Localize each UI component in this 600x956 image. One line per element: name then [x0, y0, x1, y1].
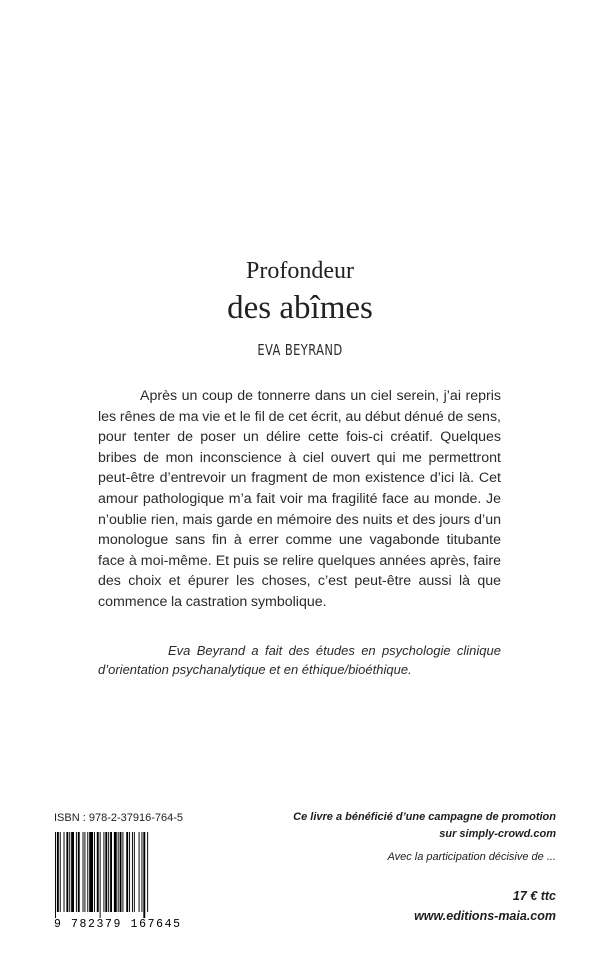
- book-title-line-1: Profondeur: [246, 258, 354, 284]
- participation-note: Avec la participation décisive de ...: [387, 851, 556, 863]
- barcode-bar: [66, 832, 68, 912]
- isbn-label: ISBN : 978-2-37916-764-5: [54, 812, 184, 824]
- barcode-bar: [108, 832, 109, 912]
- barcode-bar: [110, 832, 112, 912]
- barcode-bar: [132, 832, 133, 912]
- barcode-bar: [84, 832, 85, 912]
- barcode-bar: [78, 832, 80, 912]
- barcode-bar: [105, 832, 107, 912]
- barcode-bar: [139, 832, 140, 912]
- barcode-bar: [94, 832, 95, 912]
- barcode-bar: [97, 832, 99, 912]
- barcode-bar: [103, 832, 104, 912]
- barcode-bar: [57, 832, 59, 912]
- barcode-bars: [55, 832, 148, 918]
- barcode-bar: [60, 832, 61, 912]
- barcode-bar: [55, 832, 56, 918]
- promo-notice: [256, 809, 556, 843]
- promo-line-2: sur simply-crowd.com: [439, 828, 556, 840]
- barcode-bar: [71, 832, 74, 912]
- barcode-bar: [76, 832, 77, 912]
- barcode-bar: [114, 832, 117, 912]
- barcode-bar: [147, 832, 148, 912]
- author-bio: Eva Beyrand a fait des études en psychologie clinique d’orientation psychanalytique et en éthique/bioéthique.: [98, 643, 501, 677]
- barcode-bar: [83, 832, 84, 912]
- barcode-bar: [118, 832, 119, 912]
- barcode-bar: [120, 832, 122, 912]
- barcode-bar: [89, 832, 93, 912]
- author-name: EVA BEYRAND: [257, 341, 343, 359]
- barcode-bar: [100, 832, 101, 918]
- price: 17 € ttc: [512, 889, 556, 903]
- barcode-bar: [141, 832, 142, 912]
- barcode-digits: 9 782379 167645: [54, 918, 180, 930]
- promo-line-1: Ce livre a bénéficié d’une campagne de promotion: [293, 811, 556, 823]
- barcode-bar: [143, 832, 145, 918]
- barcode-bar: [126, 832, 128, 912]
- barcode-bar: [87, 832, 88, 912]
- barcode: [52, 830, 182, 930]
- barcode-bar: [134, 832, 135, 912]
- barcode-bar: [69, 832, 70, 912]
- barcode-bar: [64, 832, 65, 912]
- synopsis-paragraph: Après un coup de tonnerre dans un ciel serein, j’ai repris les rênes de ma vie et le fil de cet écrit, au début dénué de sens, pour tenter de poser un délire cette fois-ci créatif. Quelques bribes de mon inconscience à ciel ouvert qui me permettront peut-être d’entrevoir un fragment de mon existence d’ici là. Cet amour pathologique m’a fait voir ma fragilité face au monde. Je n’oublie rien, mais garde en mémoire des nuits et des jours d’un monologue sans fin à errer comme une vagabonde titubante face à moi-même. Et puis se relire quelques années après, faire des choix et épurer les choses, c’est peut-être aussi là que commence la castration symbolique.: [98, 388, 501, 610]
- publisher-website: www.editions-maia.com: [414, 909, 556, 923]
- barcode-bar: [122, 832, 123, 912]
- barcode-bar: [129, 832, 130, 912]
- book-title-line-2: des abîmes: [227, 290, 373, 326]
